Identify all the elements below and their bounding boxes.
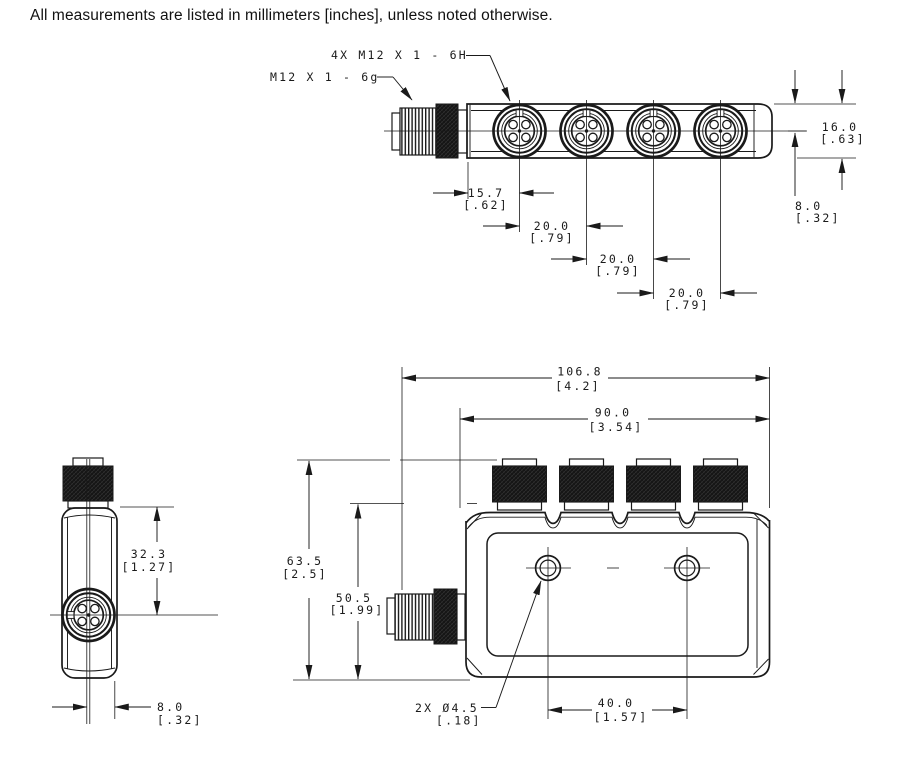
front-male-connector: [387, 589, 465, 644]
dim-port1-offset-mm: 15.7: [467, 186, 505, 200]
dim-port-pitch2-in: [.79]: [595, 264, 641, 278]
port-nut: [560, 459, 614, 510]
mounting-holes: [526, 547, 710, 719]
dim-port-pitch3-in: [.79]: [664, 298, 710, 312]
dim-port-pitch1-in: [.79]: [529, 231, 575, 245]
callouts: [270, 48, 510, 101]
dim-port-pitch1-mm: 20.0: [533, 219, 571, 233]
dim-port-pitch3-mm: 20.0: [668, 286, 706, 300]
dim-body-length-in: [3.54]: [588, 420, 644, 434]
port-nut: [627, 459, 681, 510]
dim-overall-length-mm: 106.8: [557, 364, 603, 379]
end-view: [50, 458, 218, 727]
dim-hole-diameter-mm: 2X Ø4.5: [415, 701, 479, 715]
dim-hole-diameter-in: [.18]: [436, 713, 482, 728]
dim-hole-pitch-in: [1.57]: [593, 710, 649, 724]
male-thread-leader: [377, 77, 412, 100]
dim-port-center-height-in: [.32]: [795, 211, 841, 225]
dim-port-center-from-top-mm: 32.3: [130, 547, 168, 561]
dim-port-center-from-top-in: [1.27]: [121, 560, 177, 574]
ports-thread-label: 4X M12 X 1 - 6H: [331, 48, 468, 62]
port-nut: [694, 459, 748, 510]
end-view-male-connector: [63, 458, 113, 508]
male-thread-label: M12 X 1 - 6g: [270, 70, 380, 84]
dim-block-depth-in: [.32]: [157, 713, 203, 727]
front-view-dimensions: [282, 365, 769, 728]
units-note: All measurements are listed in millimeters [inches], unless noted otherwise.: [30, 7, 553, 24]
dim-port-center-height-mm: 8.0: [795, 199, 823, 213]
dim-port-pitch2-mm: 20.0: [599, 252, 637, 266]
dim-block-depth-mm: 8.0: [157, 700, 185, 714]
dim-body-length-mm: 90.0: [594, 405, 632, 420]
hole-diameter-leader: [481, 581, 541, 708]
front-port-nuts: [493, 459, 748, 510]
dim-port1-offset-in: [.62]: [463, 198, 509, 212]
port-nut: [493, 459, 547, 510]
dim-body-height-in: [1.99]: [329, 603, 385, 617]
dim-overall-height-mm: 63.5: [286, 554, 324, 568]
dim-body-height-mm: 50.5: [335, 591, 373, 605]
ports-thread-leader: [466, 56, 510, 102]
dim-hole-pitch-mm: 40.0: [597, 696, 635, 710]
dim-block-height-mm: 16.0: [821, 120, 859, 134]
dim-overall-length-in: [4.2]: [555, 379, 601, 393]
dim-overall-height-in: [2.5]: [282, 567, 328, 581]
dim-block-height-in: [.63]: [820, 132, 866, 146]
front-body: [466, 513, 770, 678]
